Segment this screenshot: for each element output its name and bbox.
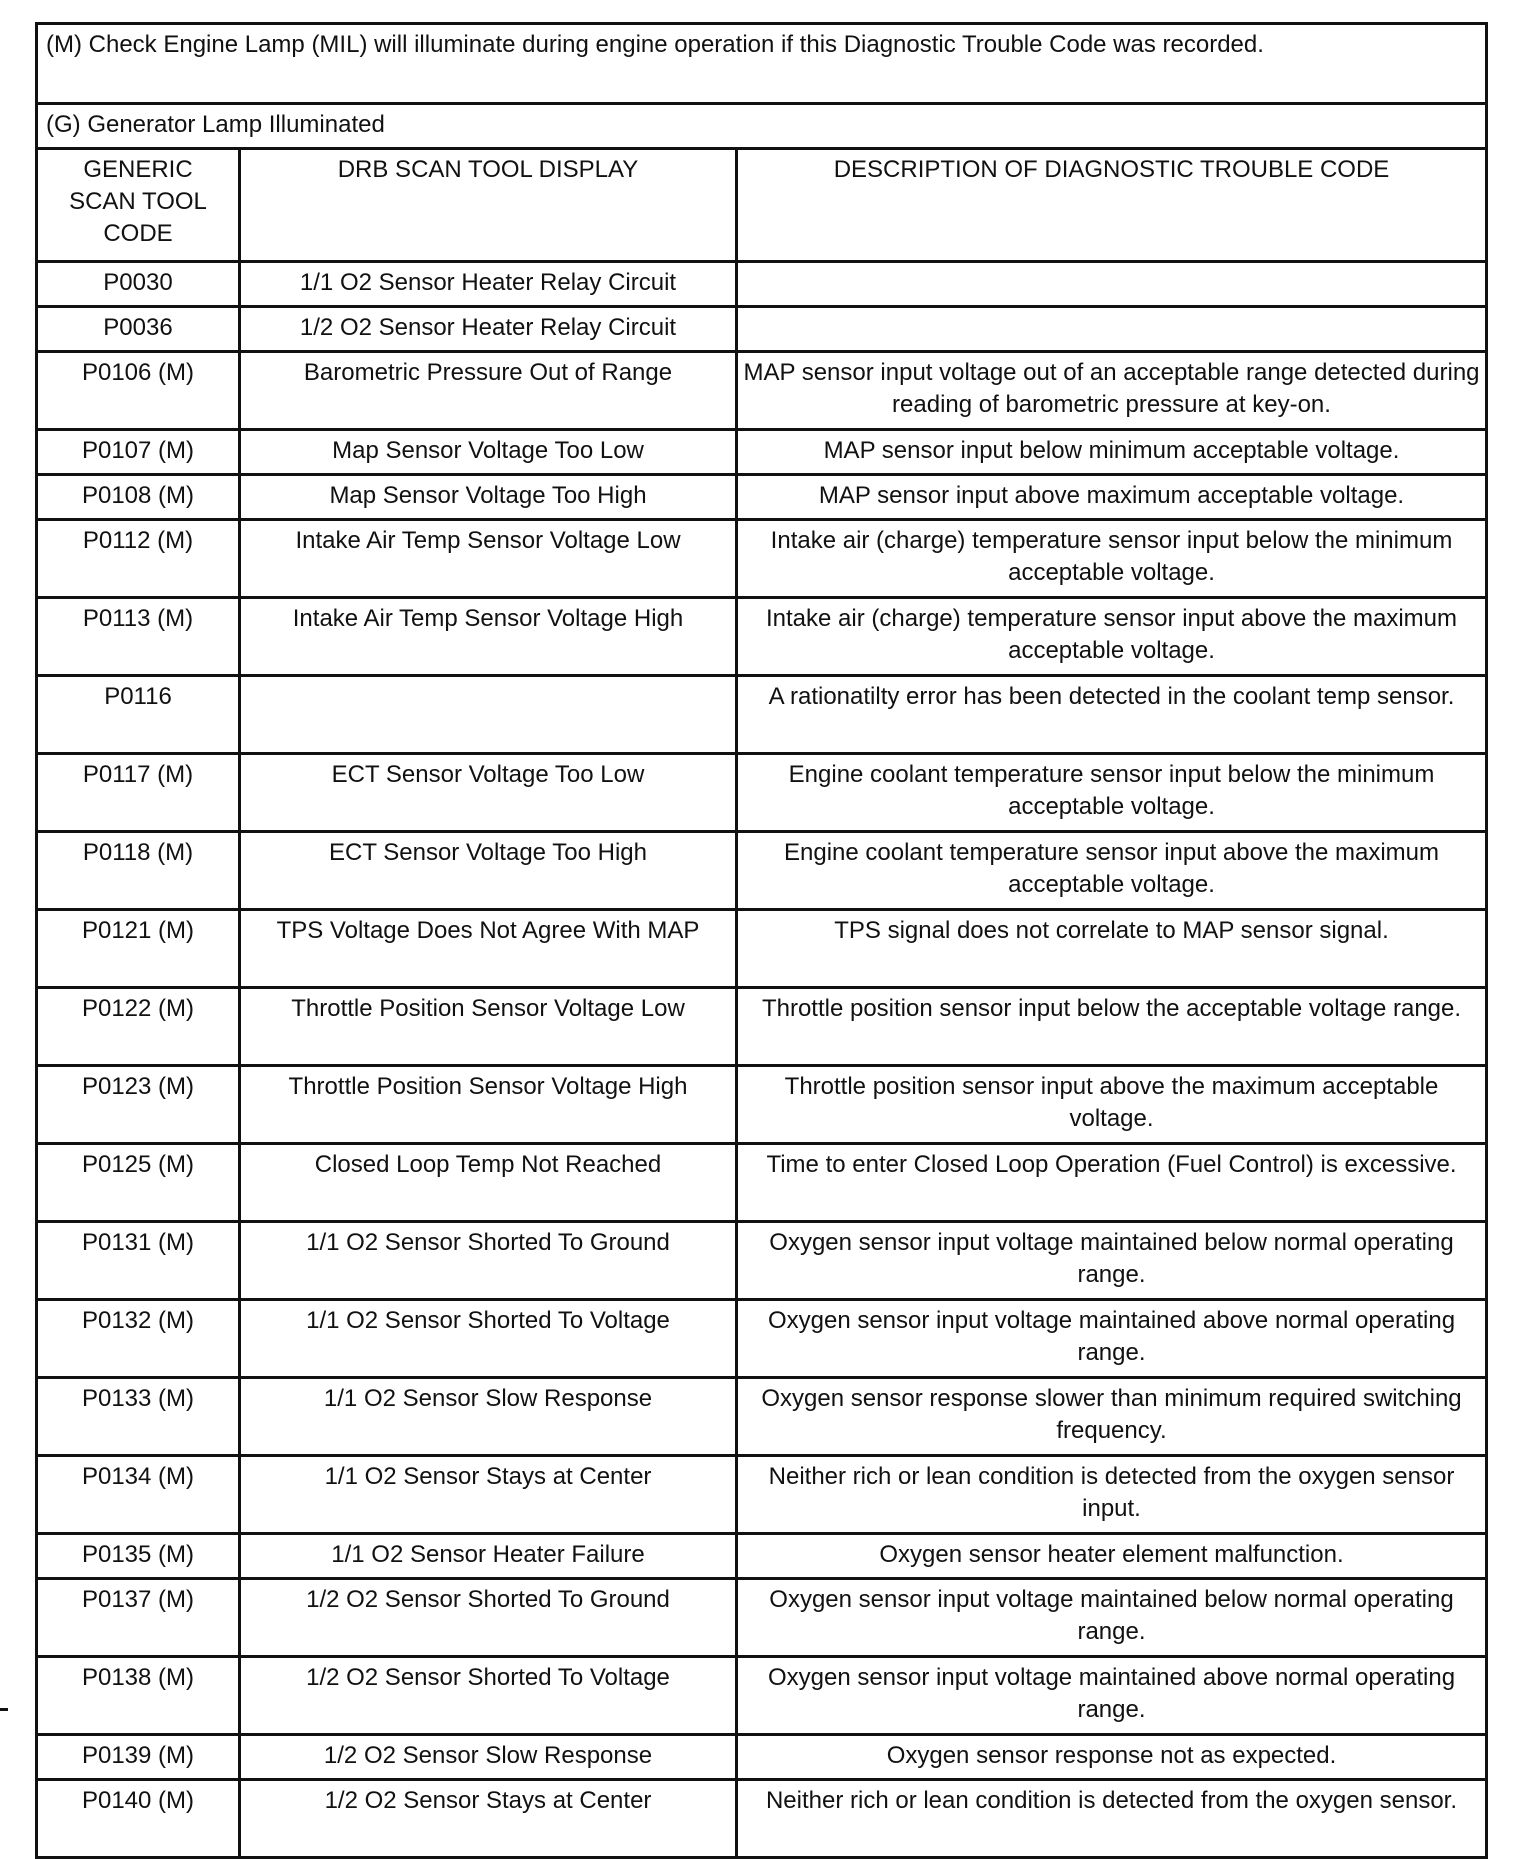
description-cell: Neither rich or lean condition is detected from the oxygen sensor input. — [737, 1456, 1487, 1534]
display-cell: Throttle Position Sensor Voltage Low — [240, 988, 737, 1066]
table-row — [37, 988, 1487, 1066]
description-cell: Throttle position sensor input below the acceptable voltage range. — [737, 988, 1487, 1066]
table-row — [37, 1579, 1487, 1657]
description-cell: Time to enter Closed Loop Operation (Fuel Control) is excessive. — [737, 1144, 1487, 1222]
table-row — [37, 475, 1487, 520]
table-row — [37, 676, 1487, 754]
mil-note-row — [37, 24, 1487, 104]
display-cell: ECT Sensor Voltage Too High — [240, 832, 737, 910]
description-cell: Throttle position sensor input above the maximum acceptable voltage. — [737, 1066, 1487, 1144]
description-cell: Intake air (charge) temperature sensor input above the maximum acceptable voltage. — [737, 598, 1487, 676]
description-cell: Oxygen sensor input voltage maintained above normal operating range. — [737, 1657, 1487, 1735]
code-cell: P0107 (M) — [37, 430, 240, 475]
table-row — [37, 1735, 1487, 1780]
code-cell: P0122 (M) — [37, 988, 240, 1066]
display-cell: 1/1 O2 Sensor Heater Relay Circuit — [240, 262, 737, 307]
display-cell: Intake Air Temp Sensor Voltage High — [240, 598, 737, 676]
header-display: DRB SCAN TOOL DISPLAY — [240, 149, 737, 262]
code-cell: P0125 (M) — [37, 1144, 240, 1222]
table-row — [37, 430, 1487, 475]
code-cell: P0118 (M) — [37, 832, 240, 910]
code-cell: P0106 (M) — [37, 352, 240, 430]
display-cell: 1/2 O2 Sensor Stays at Center — [240, 1780, 737, 1858]
description-cell: Oxygen sensor heater element malfunction. — [737, 1534, 1487, 1579]
code-cell: P0121 (M) — [37, 910, 240, 988]
table-row — [37, 262, 1487, 307]
header-row — [37, 149, 1487, 262]
code-cell: P0133 (M) — [37, 1378, 240, 1456]
description-cell: Oxygen sensor response slower than minimum required switching frequency. — [737, 1378, 1487, 1456]
header-code: GENERIC SCAN TOOL CODE — [37, 149, 240, 262]
table-row — [37, 1534, 1487, 1579]
code-cell: P0138 (M) — [37, 1657, 240, 1735]
display-cell: 1/1 O2 Sensor Shorted To Voltage — [240, 1300, 737, 1378]
margin-tick-mark — [0, 1708, 8, 1711]
mil-note: (M) Check Engine Lamp (MIL) will illuminate during engine operation if this Diagnostic Trouble Code was recorded. — [37, 24, 1487, 104]
description-cell: MAP sensor input above maximum acceptable voltage. — [737, 475, 1487, 520]
display-cell: Map Sensor Voltage Too Low — [240, 430, 737, 475]
display-cell: Intake Air Temp Sensor Voltage Low — [240, 520, 737, 598]
display-cell: 1/2 O2 Sensor Heater Relay Circuit — [240, 307, 737, 352]
description-cell: Oxygen sensor input voltage maintained below normal operating range. — [737, 1222, 1487, 1300]
description-cell: Engine coolant temperature sensor input above the maximum acceptable voltage. — [737, 832, 1487, 910]
dtc-document — [35, 22, 1488, 1859]
description-cell: Engine coolant temperature sensor input below the minimum acceptable voltage. — [737, 754, 1487, 832]
table-row — [37, 754, 1487, 832]
description-cell: A rationatilty error has been detected in the coolant temp sensor. — [737, 676, 1487, 754]
code-cell: P0123 (M) — [37, 1066, 240, 1144]
display-cell: 1/1 O2 Sensor Slow Response — [240, 1378, 737, 1456]
table-row — [37, 1066, 1487, 1144]
description-cell: Oxygen sensor input voltage maintained above normal operating range. — [737, 1300, 1487, 1378]
code-cell: P0135 (M) — [37, 1534, 240, 1579]
generator-note-row — [37, 104, 1487, 149]
display-cell: ECT Sensor Voltage Too Low — [240, 754, 737, 832]
table-row — [37, 1378, 1487, 1456]
code-cell: P0116 — [37, 676, 240, 754]
code-cell: P0140 (M) — [37, 1780, 240, 1858]
display-cell: 1/1 O2 Sensor Heater Failure — [240, 1534, 737, 1579]
code-cell: P0132 (M) — [37, 1300, 240, 1378]
display-cell: 1/2 O2 Sensor Slow Response — [240, 1735, 737, 1780]
description-cell: Intake air (charge) temperature sensor input below the minimum acceptable voltage. — [737, 520, 1487, 598]
display-cell: 1/1 O2 Sensor Shorted To Ground — [240, 1222, 737, 1300]
code-cell: P0030 — [37, 262, 240, 307]
description-cell — [737, 262, 1487, 307]
description-cell: TPS signal does not correlate to MAP sensor signal. — [737, 910, 1487, 988]
table-row — [37, 832, 1487, 910]
code-cell: P0117 (M) — [37, 754, 240, 832]
code-cell: P0112 (M) — [37, 520, 240, 598]
display-cell: 1/2 O2 Sensor Shorted To Ground — [240, 1579, 737, 1657]
table-row — [37, 1144, 1487, 1222]
table-row — [37, 910, 1487, 988]
code-cell: P0134 (M) — [37, 1456, 240, 1534]
dtc-table — [35, 22, 1488, 1859]
table-row — [37, 598, 1487, 676]
table-row — [37, 307, 1487, 352]
table-row — [37, 1780, 1487, 1858]
generator-note: (G) Generator Lamp Illuminated — [37, 104, 1487, 149]
code-cell: P0108 (M) — [37, 475, 240, 520]
description-cell: Neither rich or lean condition is detected from the oxygen sensor. — [737, 1780, 1487, 1858]
display-cell: Throttle Position Sensor Voltage High — [240, 1066, 737, 1144]
display-cell: Map Sensor Voltage Too High — [240, 475, 737, 520]
code-cell: P0137 (M) — [37, 1579, 240, 1657]
table-row — [37, 352, 1487, 430]
code-cell: P0036 — [37, 307, 240, 352]
code-cell: P0113 (M) — [37, 598, 240, 676]
display-cell: Closed Loop Temp Not Reached — [240, 1144, 737, 1222]
display-cell: TPS Voltage Does Not Agree With MAP — [240, 910, 737, 988]
description-cell — [737, 307, 1487, 352]
table-row — [37, 1456, 1487, 1534]
table-row — [37, 520, 1487, 598]
header-description: DESCRIPTION OF DIAGNOSTIC TROUBLE CODE — [737, 149, 1487, 262]
description-cell: Oxygen sensor response not as expected. — [737, 1735, 1487, 1780]
description-cell: Oxygen sensor input voltage maintained below normal operating range. — [737, 1579, 1487, 1657]
code-cell: P0131 (M) — [37, 1222, 240, 1300]
code-cell: P0139 (M) — [37, 1735, 240, 1780]
table-row — [37, 1300, 1487, 1378]
description-cell: MAP sensor input voltage out of an acceptable range detected during reading of barometric pressure at key-on. — [737, 352, 1487, 430]
display-cell — [240, 676, 737, 754]
table-row — [37, 1657, 1487, 1735]
display-cell: 1/1 O2 Sensor Stays at Center — [240, 1456, 737, 1534]
description-cell: MAP sensor input below minimum acceptable voltage. — [737, 430, 1487, 475]
display-cell: Barometric Pressure Out of Range — [240, 352, 737, 430]
table-row — [37, 1222, 1487, 1300]
display-cell: 1/2 O2 Sensor Shorted To Voltage — [240, 1657, 737, 1735]
